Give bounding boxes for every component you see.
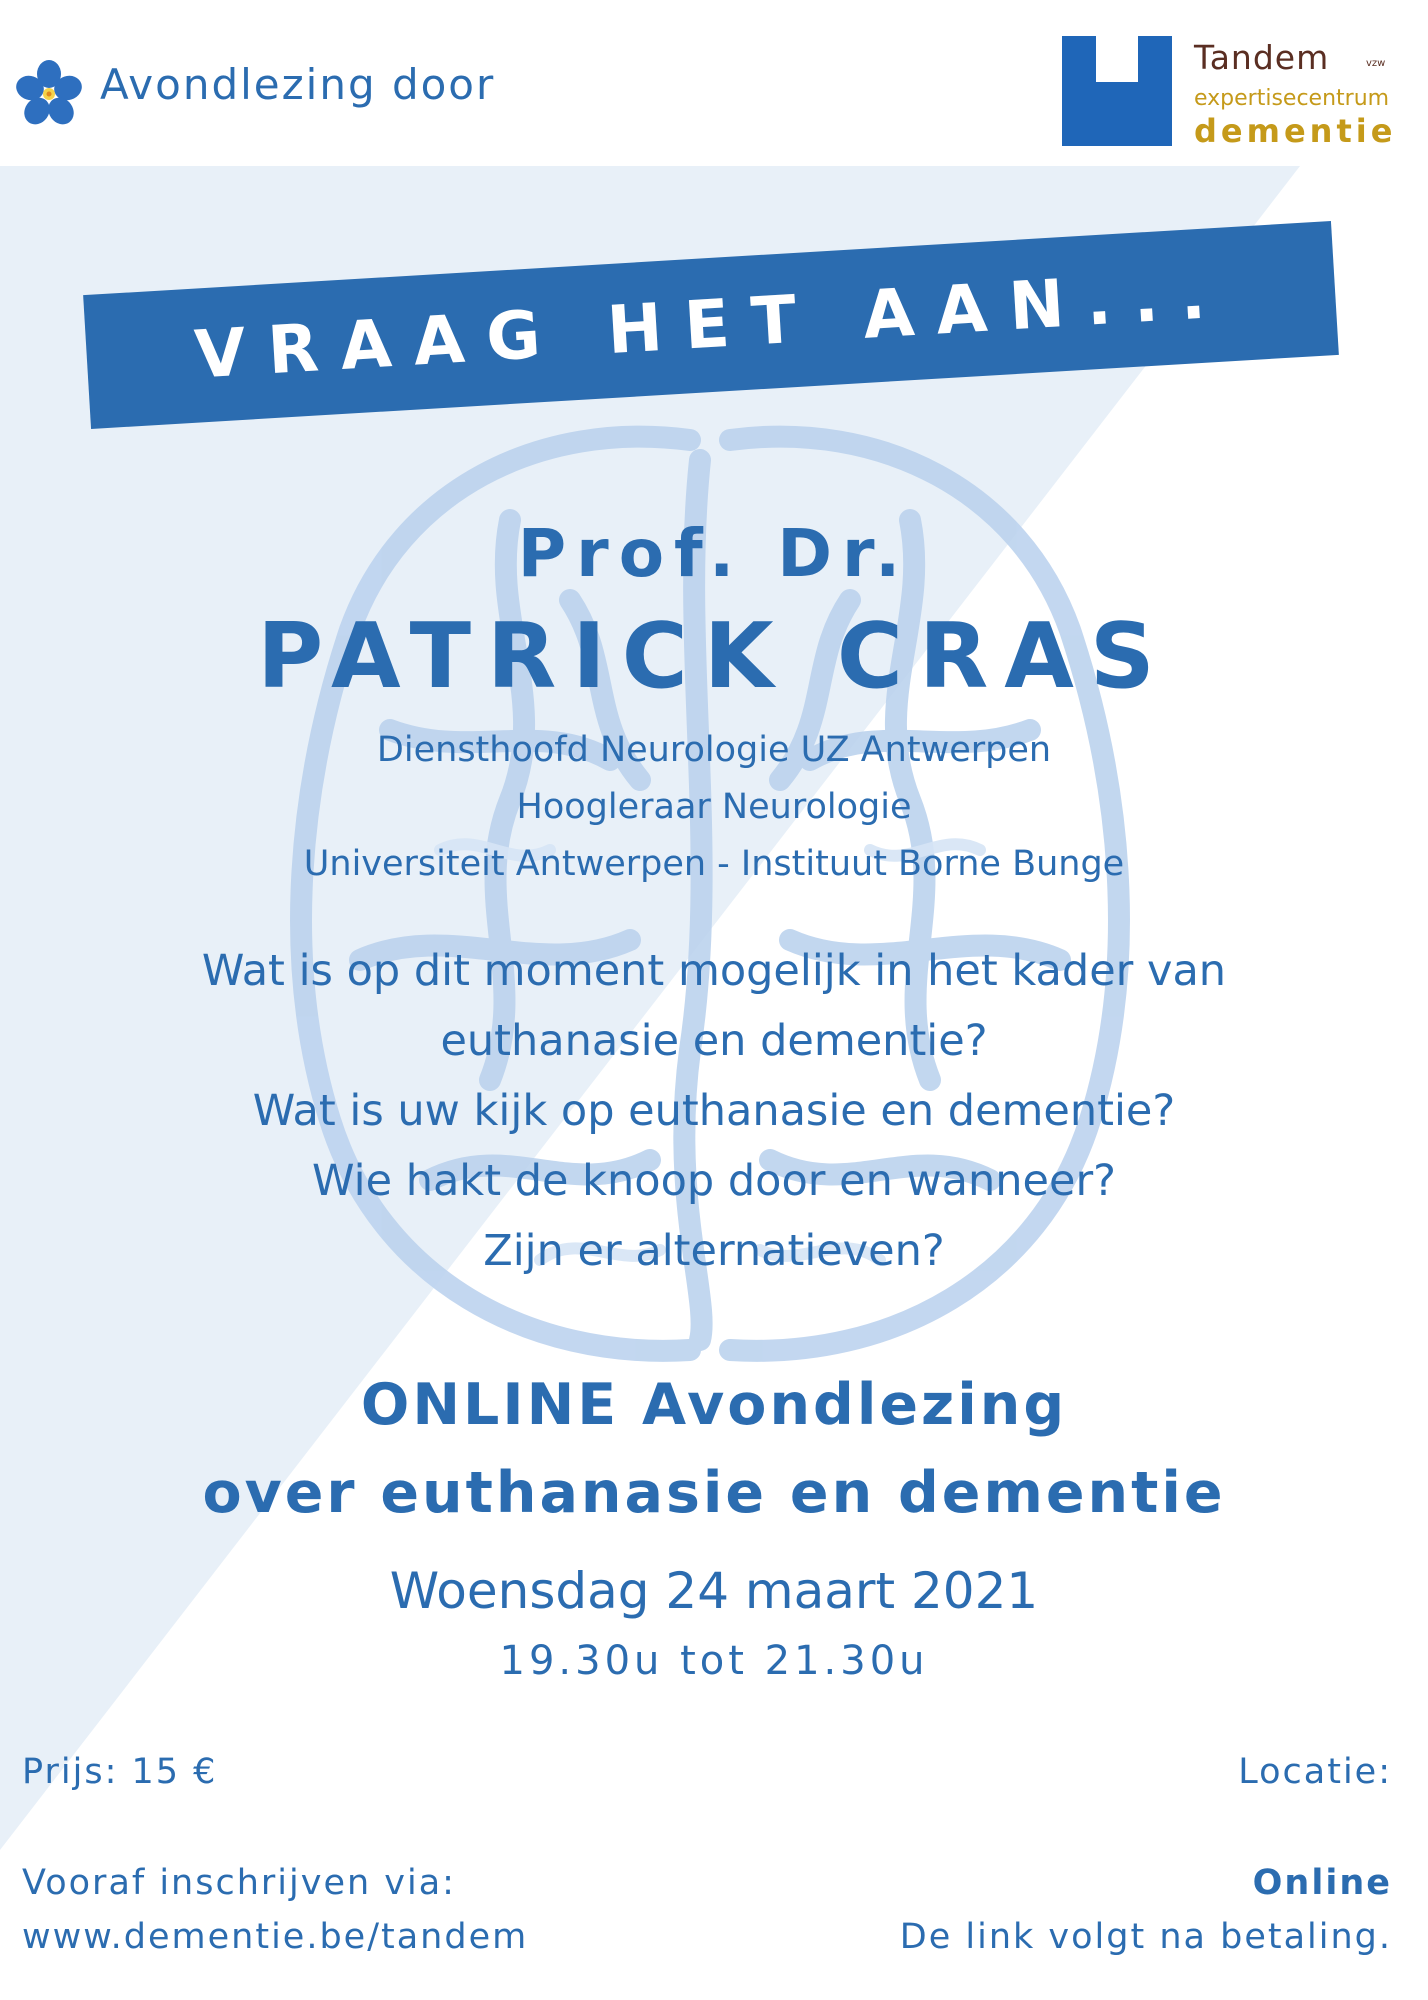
event-heading-line2: over euthanasie en dementie	[202, 1460, 1226, 1526]
register-label: Vooraf inschrijven via:	[22, 1863, 456, 1903]
event-date: Woensdag 24 maart 2021	[389, 1562, 1039, 1620]
speaker-title: Prof. Dr.	[517, 515, 911, 592]
speaker-role: Hoogleraar Neurologie	[516, 787, 912, 827]
tandem-logo-dementie: dementie	[1194, 112, 1397, 150]
price-text: Prijs: 15 €	[22, 1752, 218, 1792]
register-url[interactable]: www.dementie.be/tandem	[22, 1917, 529, 1957]
tandem-logo-vzw: vzw	[1366, 58, 1386, 69]
forget-me-not-flower-icon	[16, 60, 82, 126]
question-line: Wat is op dit moment mogelijk in het kader van	[201, 946, 1227, 996]
speaker-role: Diensthoofd Neurologie UZ Antwerpen	[376, 730, 1052, 770]
question-line: Wat is uw kijk op euthanasie en dementie?	[252, 1086, 1176, 1136]
question-line: Zijn er alternatieven?	[483, 1226, 945, 1276]
event-time: 19.30u tot 21.30u	[499, 1638, 929, 1684]
location-note: De link volgt na betaling.	[899, 1917, 1392, 1957]
tandem-logo-name: Tandem	[1194, 38, 1330, 77]
header-bar	[0, 0, 1428, 166]
banner-text: VRAAG HET AAN...	[192, 255, 1230, 394]
speaker-name: PATRICK CRAS	[257, 604, 1171, 709]
question-line: euthanasie en dementie?	[440, 1016, 988, 1066]
location-label: Locatie:	[1238, 1752, 1392, 1792]
question-line: Wie hakt de knoop door en wanneer?	[312, 1156, 1116, 1206]
tandem-logo-icon	[1062, 36, 1172, 146]
location-value: Online	[1252, 1863, 1392, 1903]
tandem-logo-subtitle: expertisecentrum	[1194, 86, 1390, 111]
header-title: Avondlezing door	[100, 60, 496, 109]
event-heading-line1: ONLINE Avondlezing	[360, 1372, 1068, 1438]
speaker-role: Universiteit Antwerpen - Instituut Borne Bunge	[303, 844, 1125, 884]
